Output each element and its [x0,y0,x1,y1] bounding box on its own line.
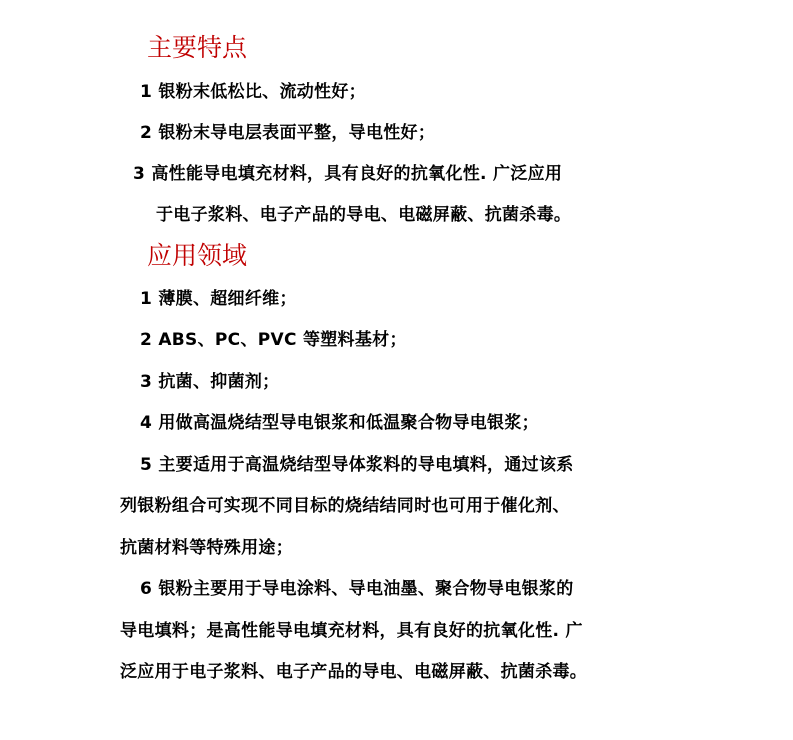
application-line-5-continued-a: 列银粉组合可实现不同目标的烧结结同时也可用于催化剂、 [120,496,570,516]
application-line-4: 4 用做高温烧结型导电银浆和低温聚合物导电银浆； [140,413,539,433]
feature-line-2: 2 银粉末导电层表面平整，导电性好； [140,123,436,143]
application-line-3: 3 抗菌、抑菌剂； [140,372,280,392]
feature-line-3-continued: 于电子浆料、电子产品的导电、电磁屏蔽、抗菌杀毒。 [156,205,572,225]
applications-heading: 应用领域 [147,241,248,270]
application-line-1: 1 薄膜、超细纤维； [140,289,297,309]
application-line-6: 6 银粉主要用于导电涂料、导电油墨、聚合物导电银浆的 [140,579,574,599]
application-line-5-continued-b: 抗菌材料等特殊用途； [120,538,293,558]
feature-line-1: 1 银粉末低松比、流动性好； [140,82,366,102]
application-line-2: 2 ABS、PC、PVC 等塑料基材； [140,330,407,350]
feature-line-3: 3 高性能导电填充材料，具有良好的抗氧化性. 广泛应用 [133,164,563,184]
features-heading: 主要特点 [147,33,248,62]
application-line-6-continued-a: 导电填料；是高性能导电填充材料，具有良好的抗氧化性. 广 [120,621,583,641]
application-line-6-continued-b: 泛应用于电子浆料、电子产品的导电、电磁屏蔽、抗菌杀毒。 [120,662,588,682]
application-line-5: 5 主要适用于高温烧结型导体浆料的导电填料，通过该系 [140,455,574,475]
